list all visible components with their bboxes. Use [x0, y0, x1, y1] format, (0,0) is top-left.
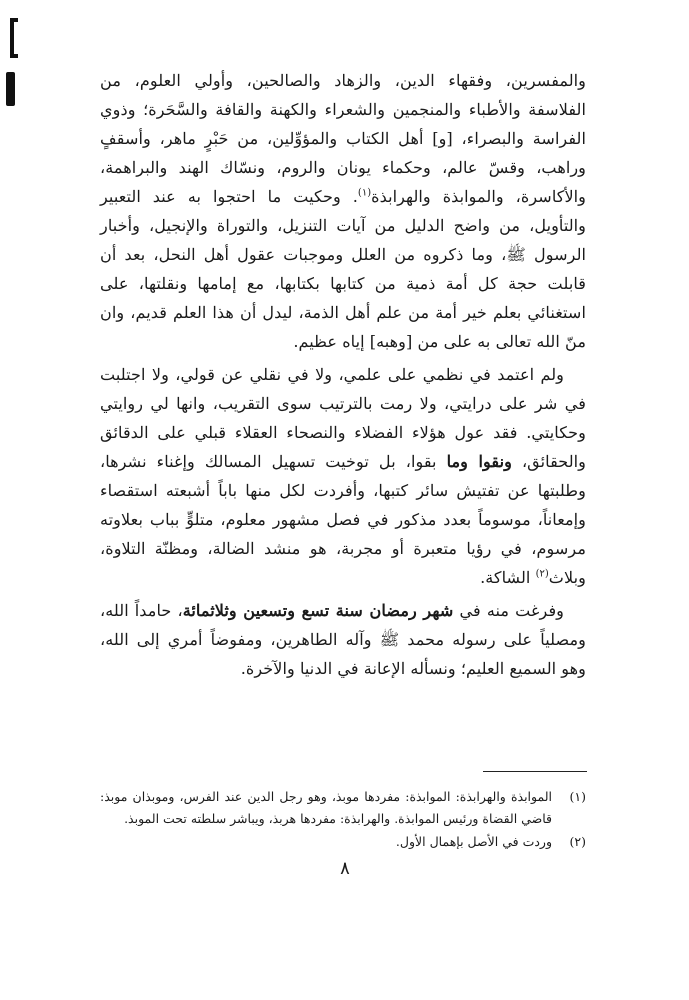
footnote-2	[100, 831, 586, 853]
paragraph-3-bold-date: شهر رمضان سنة تسع وتسعين وثلاثمائة	[182, 601, 454, 620]
page-edge-bracket-mark	[10, 18, 14, 58]
footnote-1	[100, 786, 586, 830]
main-text-block	[100, 66, 586, 687]
footnote-2-text: وردت في الأصل بإهمال الأول.	[395, 834, 552, 849]
paragraph-3-text-a: وفرغت منه في	[453, 601, 564, 620]
footnotes-section	[100, 786, 586, 854]
paragraph-1-text-a: والمفسرين، وفقهاء الدين، والزهاد والصالحين، وأولي العلوم، من الفلاسفة والأطباء والمنجمين والشعراء والكهنة والقافة والسَّحَرة؛ وذوي الفراسة والبصراء، [و] أهل الكتاب والمؤوِّلين، من حَبْرٍ ماهر، وأسقفٍ وراهب، وقسّ عالم، وحكماء يونان والروم، ونسّاك الهند والبراهمة، والأكاسرة، والموابذة والهرابذة	[100, 71, 586, 206]
footnote-ref-2: (٢)	[535, 568, 549, 580]
page-edge-binding-mark	[6, 72, 15, 106]
paragraph-1	[100, 66, 586, 356]
footnote-1-text: الموابذة والهرابذة: الموابذة: مفردها موبذ، وهو رجل الدين عند الفرس، وموبذان موبذ: قاضي القضاة ورئيس الموابذة. والهرابذة: مفردها هربذ، ويباشر سلطته تحت الموبذ.	[100, 789, 552, 826]
footnote-separator-rule	[483, 771, 587, 772]
footnote-2-number: (٢)	[569, 834, 586, 849]
paragraph-1-text-b: . وحكيت ما احتجوا به عند التعبير والتأويل، من واضح الدليل من آيات التنزيل، والتوراة والإنجيل، وأخبار الرسول ﷺ، وما ذكروه من العلل وموجبات عقول أهل النحل، بعد أن قابلت حجة كل أمة ذمية من كتابها بكتابها، مع إمامها ونقلتها، على استغنائي بعلم خير أمة من علم أهل الذمة، ليدل أن هذا العلم قديم، وان منّ الله تعالى به على من [وهبه] إياه عظيم.	[100, 187, 586, 351]
paragraph-2-text-c: الشاكة.	[480, 568, 536, 587]
footnote-1-number: (١)	[569, 789, 586, 804]
paragraph-3	[100, 596, 586, 683]
paragraph-2	[100, 360, 586, 592]
page-number: ٨	[340, 858, 350, 879]
paragraph-2-text-a: ولم اعتمد في نظمي على علمي، ولا في نقلي عن قولي، ولا اجتلبت في شر على درايتي، ولا رمت بالترتيب سوى التقريب، وانها لي روايتي وحكايتي. فقد عول هؤلاء الفضلاء والنصحاء العقلاء قبلي على الدقائق والحقائق،	[100, 365, 586, 471]
footnote-ref-1: (١)	[357, 187, 372, 199]
paragraph-2-text-b: بقوا، بل توخيت تسهيل المسالك وإغناء نشرها، وطلبتها عن تفتيش سائر كتبها، وأفردت لكل منها باباً أشبعته استقصاء وإمعاناً، موسوماً بعدد مذكور في فصل مشهور معلوم، متلوٍّ بباب بعلاوته مرسوم، في رؤيا متعبرة أو مجربة، هو منشد الضالة، ومظنّة التلاوة، وبلاث	[100, 452, 586, 587]
paragraph-2-bold-phrase: ونقوا وما	[446, 452, 512, 471]
paragraph-3-text-b: ، حامداً الله، ومصلياً على رسوله محمد ﷺ وآله الطاهرين، ومفوضاً أمري إلى الله، وهو السميع العليم؛ ونسأله الإعانة في الدنيا والآخرة.	[100, 601, 586, 678]
